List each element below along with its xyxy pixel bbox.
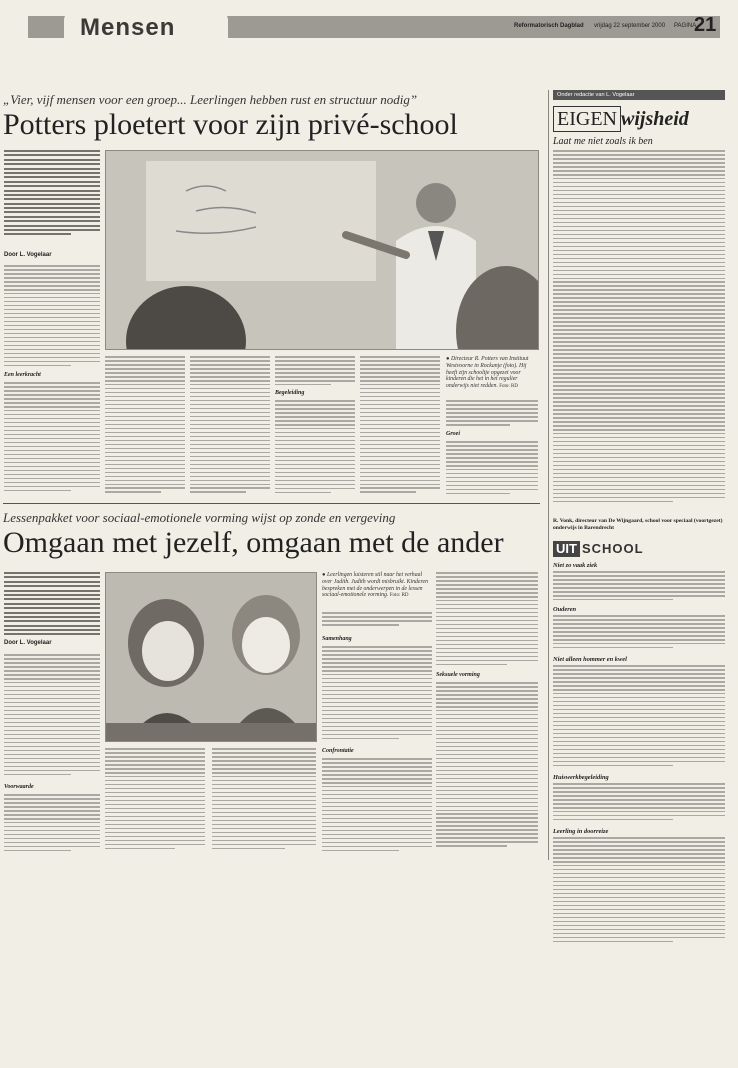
article-1-kicker: „Vier, vijf mensen voor een groep... Leerlingen hebben rust en structuur nodig” — [3, 92, 418, 107]
article-1-caption — [446, 356, 538, 391]
news-title — [553, 538, 644, 556]
column-body — [553, 150, 725, 516]
article-2-caption — [322, 572, 432, 600]
sidebar — [548, 90, 726, 860]
article-2-col-c — [322, 612, 432, 632]
news-item-4-title: Huiswerkbegeleiding — [553, 774, 609, 781]
article-2-subhead-1: Voorwaarde — [4, 784, 34, 790]
caption-bullet: ● — [322, 572, 327, 578]
article-1-col3 — [190, 356, 270, 496]
article-1-caption-text: Directeur R. Potters van Instituut Westvoorne in Rockanje (foto). Hij heeft zijn schooltje opgezet voor kinderen die het in het regulier onderwijs niet redden. — [446, 356, 529, 390]
article-1-caption-credit: Foto: RD — [499, 384, 519, 390]
news-title-rest: SCHOOL — [581, 541, 644, 556]
news-item-1-body — [553, 571, 725, 603]
article-2-col-c2 — [322, 646, 432, 742]
article-2-subhead-3: Confrontatie — [322, 748, 354, 754]
column-title-box: EIGEN — [553, 106, 621, 132]
news-item-3-title: Niet alleen hommer en kwel — [553, 656, 627, 663]
column-title — [553, 106, 689, 134]
article-2-col1b — [4, 794, 100, 854]
news-item-5-body — [553, 837, 725, 945]
article-2-col-d2 — [436, 682, 538, 854]
article-2-caption-text: Leerlingen luisteren stil naar het verhaal over Judith. Judith wordt misbruikt. Kinderen bespreken met de onderwerpen in de lessen sociaal-emotionele vorming. — [322, 572, 428, 599]
article-2-col-d — [436, 572, 538, 668]
article-1-col4a — [275, 356, 355, 388]
section-title: Mensen — [80, 14, 176, 41]
article-2-caption-credit: Foto: RD — [389, 593, 409, 599]
article-1-col5 — [360, 356, 440, 496]
children-photo — [105, 572, 317, 742]
classroom-photo-art — [106, 151, 539, 350]
page-number: 21 — [694, 14, 717, 36]
article-divider — [3, 503, 540, 504]
page-label: PAGINA — [674, 23, 697, 29]
article-1-col1b — [4, 382, 100, 494]
caption-bullet: ● — [446, 356, 451, 362]
article-1-col6b — [446, 441, 538, 497]
article-2-subhead-2: Samenhang — [322, 636, 352, 642]
news-item-2-title: Ouderen — [553, 606, 577, 613]
column-signature: R. Vonk, directeur van De Wijngaard, school voor speciaal (voortgezet) onderwijs in Barendrecht — [553, 518, 723, 531]
news-title-box: UIT — [553, 541, 580, 557]
article-1-col4b — [275, 400, 355, 496]
article-2-author: Door L. Vogelaar — [4, 640, 52, 646]
article-2-kicker: Lessenpakket voor sociaal-emotionele vorming wijst op zonde en vergeving — [3, 510, 396, 525]
news-item-2-body — [553, 615, 725, 651]
news-item-1-title: Niet zo vaak ziek — [553, 562, 598, 569]
article-1-subhead-3: Groei — [446, 431, 460, 437]
article-1-author: Door L. Vogelaar — [4, 252, 52, 258]
children-photo-art — [106, 573, 317, 742]
column-subtitle: Laat me niet zoals ik ben — [553, 136, 653, 147]
article-1-col1 — [4, 265, 100, 371]
sidebar-editor-label: Onder redactie van L. Vogelaar — [553, 90, 725, 100]
article-2-col1 — [4, 654, 100, 780]
article-1-subhead-1: Een leerkracht — [4, 372, 41, 378]
classroom-photo — [105, 150, 539, 350]
article-2-col-c3 — [322, 758, 432, 854]
article-1-col6a — [446, 400, 538, 428]
article-1-intro — [4, 150, 100, 246]
article-2-intro — [4, 572, 100, 636]
issue-date: vrijdag 22 september 2000 — [594, 23, 666, 29]
column-title-rest: wijsheid — [620, 108, 689, 130]
news-item-4-body — [553, 783, 725, 823]
article-2-col-b — [212, 748, 316, 854]
article-1-col2 — [105, 356, 185, 496]
paper-name: Reformatorisch Dagblad — [514, 23, 584, 29]
article-2-headline: Omgaan met jezelf, omgaan met de ander — [3, 526, 504, 559]
news-item-5-title: Leerling in doorreize — [553, 828, 609, 835]
masthead — [28, 10, 720, 44]
article-2-subhead-4: Seksuele vorming — [436, 672, 480, 678]
article-1-subhead-2: Begeleiding — [275, 390, 305, 396]
article-2-col-a — [105, 748, 205, 854]
article-1-headline: Potters ploetert voor zijn privé-school — [3, 108, 458, 141]
news-item-3-body — [553, 665, 725, 769]
